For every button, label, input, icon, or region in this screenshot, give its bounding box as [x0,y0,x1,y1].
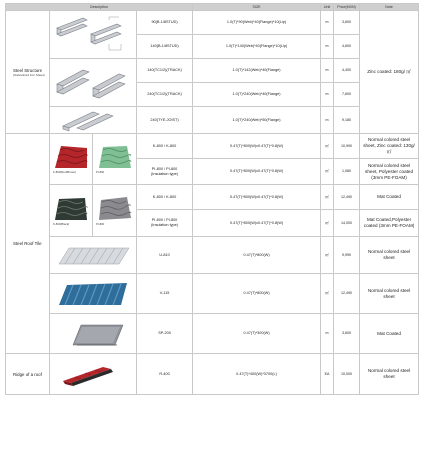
tile-caption: PI-800 [96,221,105,226]
table-row [6,237,419,274]
header-price: Price(MXN) [334,4,360,11]
price-cell: 14,000 [334,210,360,237]
price-cell: 10,990 [334,134,360,159]
tile-caption: PI-800 [96,170,105,174]
unit-cell: m [321,35,334,59]
table-row [6,274,419,314]
model-sublabel: (Insulation type) [151,223,179,227]
category-label: Steel Roof Tile [13,241,42,246]
price-cell: 4,600 [334,35,360,59]
model-cell: K-800 / K-800 [137,134,193,159]
unit-cell: m [321,83,334,107]
model-label: PI-800 / PI-800 [151,218,178,222]
price-cell: 3,600 [334,11,360,35]
model-cell: 240(TYE-JOIST) [137,107,193,134]
size-cell: 0.47(T)*800(W)x0.47(T)*0.8(W) [193,159,321,185]
model-cell: SP-200 [137,314,193,354]
unit-cell: ㎡ [321,237,334,274]
product-price-table [5,3,419,395]
unit-cell: m [321,11,334,35]
note-cell: Normal colored steel sheet, Polyester coated (3mm PE-FOAM) [360,159,419,185]
size-cell: 1.0(T)*142(Web)*40(Flange) [193,59,321,83]
c-channel-icon [53,14,133,56]
joist-icon [53,108,133,132]
table-row [6,59,419,83]
unit-cell: ㎡ [321,274,334,314]
flat-panel-sheet-icon [53,319,133,349]
price-cell: 7,600 [334,83,360,107]
model-cell: 240(TC1/2)(TRACK) [137,83,193,107]
sheet-sp200-image [50,314,137,354]
unit-cell: EA [321,354,334,395]
red-tile-icon [51,144,91,170]
tile-green-image [93,134,137,185]
note-cell: Normal colored steel sheet [360,274,419,314]
price-cell: 12,490 [334,185,360,210]
sheet-v115-image [50,274,137,314]
table-row [6,354,419,395]
size-cell: 1.0(T)*140(Web)*40(Flange)*10(Lip) [193,35,321,59]
model-cell [137,210,193,237]
price-cell: 10,000 [334,354,360,395]
tile-caption: K-800(Red/Brown) [53,170,77,174]
model-cell: 140(B-1/8STUD) [137,35,193,59]
dark-tile-icon [51,196,91,222]
unit-cell: ㎡ [321,134,334,159]
size-cell: 0.47(T)*400(W)*3700(L) [193,354,321,395]
size-cell: 0.47(T)*800(W)x0.47(T)*0.8(W) [193,134,321,159]
table-row [6,134,419,159]
unit-cell: ㎡ [321,185,334,210]
green-tile-icon [95,144,135,170]
price-cell: 9,990 [334,237,360,274]
unit-cell: ㎡ [321,210,334,237]
unit-cell: m [321,107,334,134]
tile-dark-image [50,185,93,237]
category-label: Steel Structure [13,67,43,73]
model-cell: U-810 [137,237,193,274]
size-cell: 0.47(T)*800(W)x0.47(T)*0.8(W) [193,185,321,210]
category-sublabel: (Galvanized Iron Sheet) [13,72,45,77]
u-track-icon [53,62,133,104]
corrugated-sheet-icon [53,242,133,268]
table-row [6,185,419,210]
price-cell: 12,490 [334,274,360,314]
note-cell: Mat Coated [360,185,419,210]
size-cell: 1.0(T)*90(Web)*40(Flange)*10(Lip) [193,11,321,35]
note-cell: Normal colored steel sheet [360,354,419,395]
header-description: Description [6,4,193,11]
model-cell: V-115 [137,274,193,314]
category-label: Ridge of a roof [13,371,42,377]
model-cell: R-400 [137,354,193,395]
unit-cell: m [321,314,334,354]
size-cell: 0.47(T)*800(W) [193,274,321,314]
note-cell: Mat Coated [360,314,419,354]
size-cell: 0.47(T)*800(W) [193,237,321,274]
table-row [6,314,419,354]
tile-grey-image [93,185,137,237]
ridge-image [50,354,137,395]
model-cell: K-800 / K-800 [137,185,193,210]
category-ridge [6,354,50,395]
price-cell: 4,400 [334,59,360,83]
price-cell: 1,080 [334,159,360,185]
model-label: PI-800 / PI-800 [151,166,178,171]
model-cell: 140(TC1/2)(TRACK) [137,59,193,83]
model-sublabel: (Insulation type) [151,171,179,176]
header-note: Note [360,4,419,11]
sheet-u810-image [50,237,137,274]
tile-red-image [50,134,93,185]
table-row [6,107,419,134]
model-cell: 90(B-1/8STUD) [137,11,193,35]
note-cell: Mat Coated,Polyester coated (3mm PE-FOAM) [360,210,419,237]
model-cell [137,159,193,185]
note-steel-structure: Zinc coated: 180g/ ㎡ [360,11,419,134]
header-unit: Unit [321,4,334,11]
size-cell: 1.0(T)*240(Web)*50(Flange) [193,107,321,134]
table-row [6,11,419,35]
note-cell: Normal colored steel sheet, Zinc coated: 130g/ ㎡ [360,134,419,159]
ridge-cap-icon [53,359,133,389]
price-cell: 3,600 [334,314,360,354]
grey-tile-icon [95,196,135,222]
steel-stud-image [50,11,137,59]
blue-trapezoid-sheet-icon [53,279,133,309]
price-cell: 9,180 [334,107,360,134]
steel-track-image [50,59,137,107]
size-cell: 1.0(T)*240(Web)*40(Flange) [193,83,321,107]
unit-cell: m [321,59,334,83]
size-cell: 0.47(T)*800(W)x0.47(T)*0.8(W) [193,210,321,237]
category-steel-roof-tile [6,134,50,354]
size-cell: 0.47(T)*300(W) [193,314,321,354]
header-row [6,4,419,11]
category-steel-structure [6,11,50,134]
header-size: SIZE [193,4,321,11]
note-cell: Normal colored steel sheet [360,237,419,274]
tile-caption: K-800(Black) [53,221,70,226]
steel-joist-image [50,107,137,134]
unit-cell: ㎡ [321,159,334,185]
